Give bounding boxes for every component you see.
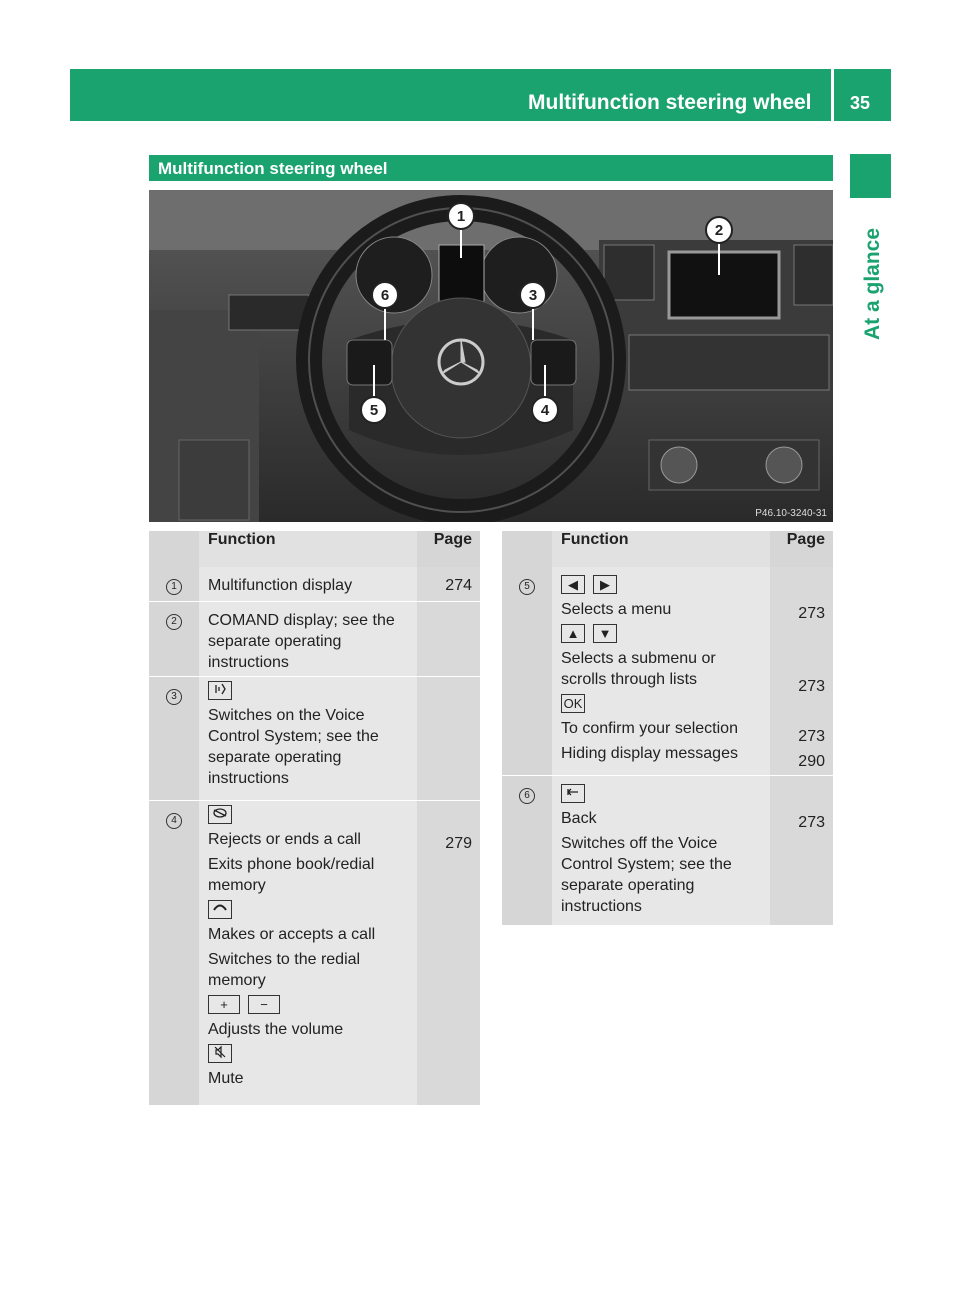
item-number: 6 — [519, 788, 535, 804]
function-table-left — [149, 531, 480, 1106]
up-arrow-key: ▲ — [561, 624, 585, 643]
header-function: Function — [552, 531, 770, 567]
function-text: Control System; see the — [208, 727, 379, 745]
function-text: instructions — [561, 897, 642, 915]
page-ref: 273 — [798, 728, 825, 745]
section-title: Multifunction steering wheel — [158, 159, 388, 178]
photo-code: P46.10-3240-31 — [755, 508, 827, 519]
page-ref: 273 — [798, 678, 825, 695]
function-text: Hiding display messages — [561, 745, 738, 762]
section-title-bar — [149, 155, 833, 181]
callout-4: 4 — [540, 402, 550, 419]
back-icon — [561, 784, 585, 803]
function-text: Switches off the Voice — [561, 834, 718, 852]
function-text: Selects a submenu or — [561, 650, 716, 667]
item-number: 3 — [166, 689, 182, 705]
steering-wheel-photo — [149, 190, 833, 522]
function-text: Adjusts the volume — [208, 1020, 344, 1038]
table-row — [149, 676, 480, 800]
header-title: Multifunction steering wheel — [528, 91, 812, 114]
page-ref: 273 — [798, 605, 825, 622]
voice-icon — [208, 681, 232, 700]
function-text: To confirm your selection — [561, 720, 738, 737]
function-text: memory — [208, 876, 266, 894]
hang-up-icon — [208, 805, 232, 824]
side-tab — [850, 154, 891, 198]
function-text: Makes or accepts a call — [208, 925, 376, 943]
header-function: Function — [199, 531, 417, 567]
page-ref: 279 — [445, 834, 472, 852]
function-text: scrolls through lists — [561, 671, 698, 688]
function-text: Switches on the Voice — [208, 706, 365, 724]
function-text: separate operating — [208, 748, 342, 766]
table-row — [149, 567, 480, 601]
function-text: instructions — [208, 653, 289, 671]
page-ref: 273 — [798, 813, 825, 831]
phone-icon — [208, 900, 232, 919]
callout-5: 5 — [369, 402, 379, 419]
table-row — [502, 775, 833, 925]
table-row — [149, 601, 480, 676]
function-text: Multifunction display — [208, 577, 353, 594]
mute-icon — [208, 1044, 232, 1063]
item-number: 1 — [166, 579, 182, 595]
function-text: Switches to the redial — [208, 950, 361, 968]
callout-6: 6 — [380, 287, 390, 304]
header-page: Page — [417, 531, 480, 567]
item-number: 2 — [166, 614, 182, 630]
header-divider — [831, 69, 834, 121]
callout-3: 3 — [528, 287, 538, 304]
callout-1: 1 — [456, 208, 466, 225]
function-text: Exits phone book/redial — [208, 855, 375, 873]
table-row — [149, 800, 480, 1105]
function-text: Selects a menu — [561, 601, 672, 618]
header-band — [70, 69, 891, 121]
table-header-row — [149, 531, 480, 567]
page-number: 35 — [850, 93, 871, 113]
side-tab-label-text: At a glance — [861, 227, 884, 340]
down-arrow-key: ▼ — [593, 624, 617, 643]
right-arrow-key: ▶ — [593, 575, 617, 594]
left-arrow-key: ◀ — [561, 575, 585, 594]
volume-down-key: − — [248, 995, 280, 1014]
steering-wheel-illustration — [149, 190, 833, 522]
function-text: separate operating — [208, 632, 342, 650]
page-ref: 290 — [798, 753, 825, 770]
item-number: 4 — [166, 813, 182, 829]
table-header-row — [502, 531, 833, 567]
function-text: separate operating — [561, 876, 695, 894]
table-row — [502, 567, 833, 775]
function-text: instructions — [208, 769, 289, 787]
page-ref: 274 — [445, 577, 472, 594]
ok-key: OK — [561, 694, 585, 713]
item-number: 5 — [519, 579, 535, 595]
function-text: Control System; see the — [561, 855, 732, 873]
function-text: memory — [208, 971, 266, 989]
function-text: Back — [561, 809, 597, 827]
function-text: Mute — [208, 1069, 244, 1087]
function-text: Rejects or ends a call — [208, 830, 361, 848]
callout-2: 2 — [714, 222, 724, 239]
volume-up-key: + — [208, 995, 240, 1014]
function-text: COMAND display; see the — [208, 611, 395, 629]
header-page: Page — [770, 531, 833, 567]
function-table-right — [502, 531, 833, 926]
